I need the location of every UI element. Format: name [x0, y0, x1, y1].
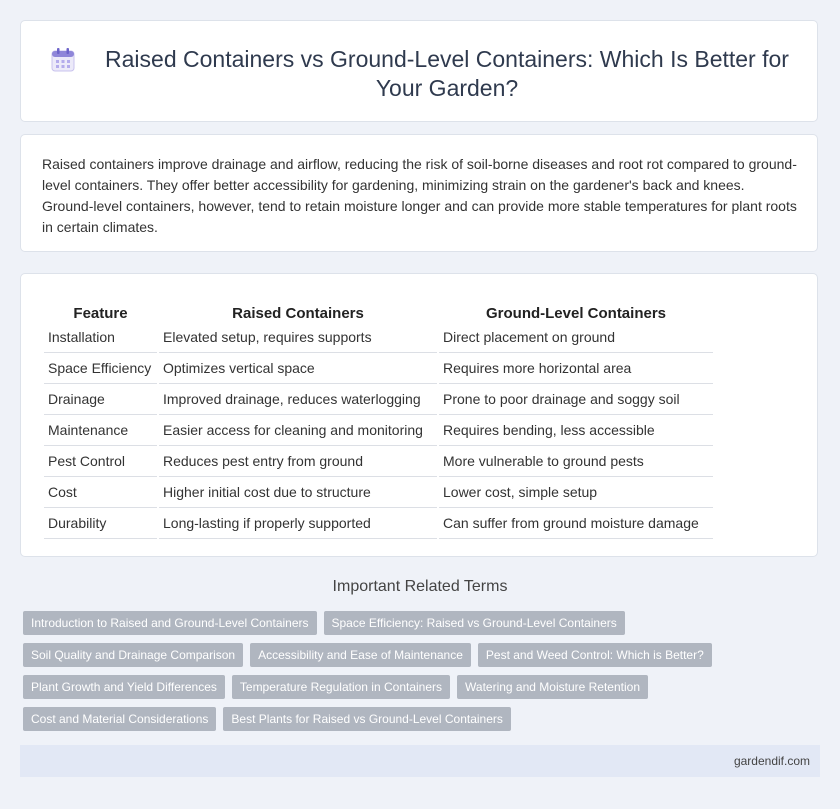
page-title: Raised Containers vs Ground-Level Containers: Which Is Better for Your Garden? [105, 46, 789, 101]
table-cell: Space Efficiency [44, 353, 157, 384]
table-cell: Prone to poor drainage and soggy soil [439, 384, 713, 415]
related-term-tag[interactable]: Accessibility and Ease of Maintenance [250, 643, 471, 667]
table-cell: Durability [44, 508, 157, 539]
intro-paragraph: Raised containers improve drainage and airflow, reducing the risk of soil-borne diseases and root rot compared to ground-level containers. They offer better accessibility for gardening, minimizing strain on the gardener's back and knees. Ground-level containers, however, tend to retain moisture longer and can provide more stable temperatures for plant roots in certain climates. [42, 156, 797, 235]
table-cell: Higher initial cost due to structure [159, 477, 437, 508]
table-row [44, 415, 713, 446]
table-cell: Maintenance [44, 415, 157, 446]
footer [20, 745, 820, 777]
column-header: Ground-Level Containers [485, 305, 667, 322]
intro-card [20, 134, 818, 252]
calendar-icon [50, 47, 76, 73]
related-term-tag[interactable]: Space Efficiency: Raised vs Ground-Level Containers [324, 611, 625, 635]
table-row [44, 353, 713, 384]
related-term-tag[interactable]: Cost and Material Considerations [23, 707, 216, 731]
table-cell: Pest Control [44, 446, 157, 477]
related-term-tag[interactable]: Introduction to Raised and Ground-Level Containers [23, 611, 317, 635]
table-cell: Easier access for cleaning and monitoring [159, 415, 437, 446]
table-cell: Can suffer from ground moisture damage [439, 508, 713, 539]
table-cell: Requires bending, less accessible [439, 415, 713, 446]
column-header: Raised Containers [232, 305, 364, 322]
table-cell: Improved drainage, reduces waterlogging [159, 384, 437, 415]
table-header-row [44, 295, 713, 322]
tag-row [23, 675, 813, 699]
table-cell: Lower cost, simple setup [439, 477, 713, 508]
tag-row [23, 611, 813, 635]
table-cell: Reduces pest entry from ground [159, 446, 437, 477]
table-row [44, 322, 713, 353]
related-term-tag[interactable]: Pest and Weed Control: Which is Better? [478, 643, 712, 667]
table-cell: Cost [44, 477, 157, 508]
footer-site-link[interactable]: gardendif.com [733, 754, 810, 768]
related-term-tag[interactable]: Watering and Moisture Retention [457, 675, 648, 699]
table-cell: Long-lasting if properly supported [159, 508, 437, 539]
table-cell: More vulnerable to ground pests [439, 446, 713, 477]
related-term-tag[interactable]: Soil Quality and Drainage Comparison [23, 643, 243, 667]
table-row [44, 446, 713, 477]
title-card [20, 20, 818, 122]
related-term-tag[interactable]: Plant Growth and Yield Differences [23, 675, 225, 699]
comparison-table [42, 295, 715, 539]
table-row [44, 508, 713, 539]
table-cell: Drainage [44, 384, 157, 415]
tag-row [23, 643, 813, 667]
related-term-tag[interactable]: Temperature Regulation in Containers [232, 675, 450, 699]
table-cell: Installation [44, 322, 157, 353]
related-terms-heading: Important Related Terms [332, 578, 508, 595]
table-cell: Optimizes vertical space [159, 353, 437, 384]
table-row [44, 477, 713, 508]
column-header: Feature [73, 305, 128, 322]
table-cell: Elevated setup, requires supports [159, 322, 437, 353]
comparison-card [20, 273, 818, 557]
table-cell: Direct placement on ground [439, 322, 713, 353]
table-row [44, 384, 713, 415]
related-term-tag[interactable]: Best Plants for Raised vs Ground-Level Containers [223, 707, 510, 731]
tag-row [23, 707, 813, 731]
related-terms-list [23, 611, 813, 739]
table-cell: Requires more horizontal area [439, 353, 713, 384]
